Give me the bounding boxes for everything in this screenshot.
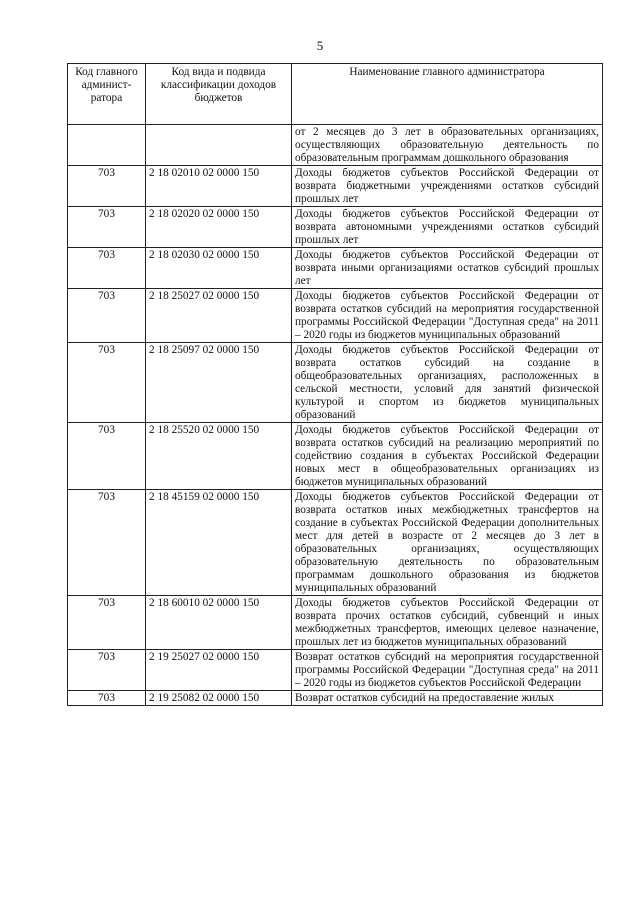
table-row	[68, 691, 603, 706]
income-code-cell: 2 18 25027 02 0000 150	[146, 289, 292, 343]
income-code-cell: 2 18 25520 02 0000 150	[146, 423, 292, 490]
income-code-cell: 2 19 25027 02 0000 150	[146, 650, 292, 691]
admin-name-cell: Возврат остатков субсидий на предоставление жилых	[292, 691, 603, 706]
admin-code-cell: 703	[68, 596, 146, 650]
income-code-cell: 2 18 25097 02 0000 150	[146, 343, 292, 423]
admin-name-cell: от 2 месяцев до 3 лет в образовательных организациях, осуществляющих образовательную деятельность по образовательным программам дошкольного образования	[292, 125, 603, 166]
admin-name-cell: Доходы бюджетов субъектов Российской Федерации от возврата иными организациями остатков субсидий прошлых лет	[292, 248, 603, 289]
table-row	[68, 289, 603, 343]
income-code-cell: 2 18 45159 02 0000 150	[146, 490, 292, 596]
table-row	[68, 650, 603, 691]
page-number: 5	[316, 38, 324, 53]
admin-code-cell: 703	[68, 650, 146, 691]
income-code-cell: 2 18 02030 02 0000 150	[146, 248, 292, 289]
income-code-cell	[146, 125, 292, 166]
table-row	[68, 125, 603, 166]
table-header-row	[68, 64, 603, 125]
admin-code-cell: 703	[68, 289, 146, 343]
admin-name-cell: Доходы бюджетов субъектов Российской Федерации от возврата автономными учреждениями остатков субсидий прошлых лет	[292, 207, 603, 248]
admin-code-cell: 703	[68, 343, 146, 423]
admin-name-cell: Доходы бюджетов субъектов Российской Федерации от возврата остатков субсидий на создание в общеобразовательных организациях, расположенных в сельской местности, условий для занятий физической культурой и спортом из бюджетов муниципальных образований	[292, 343, 603, 423]
admin-code-cell: 703	[68, 248, 146, 289]
table-row	[68, 166, 603, 207]
admin-name-cell: Доходы бюджетов субъектов Российской Федерации от возврата остатков субсидий на реализацию мероприятий по содействию создания в субъектах Российской Федерации новых мест в общеобразовательных организациях из бюджетов муниципальных образований	[292, 423, 603, 490]
table-row	[68, 207, 603, 248]
admin-name-cell: Возврат остатков субсидий на мероприятия государственной программы Российской Федерации "Доступная среда" на 2011 – 2020 годы из бюджетов субъектов Российской Федерации	[292, 650, 603, 691]
admin-code-cell: 703	[68, 207, 146, 248]
table-row	[68, 596, 603, 650]
header-admin-code: Код главного админист-ратора	[68, 64, 146, 125]
header-admin-name: Наименование главного администратора	[292, 64, 603, 125]
admin-name-cell: Доходы бюджетов субъектов Российской Федерации от возврата бюджетными учреждениями остатков субсидий прошлых лет	[292, 166, 603, 207]
admin-name-cell: Доходы бюджетов субъектов Российской Федерации от возврата остатков субсидий на мероприятия государственной программы Российской Федерации "Доступная среда" на 2011 – 2020 годы из бюджетов муниципальных образований	[292, 289, 603, 343]
admin-name-cell: Доходы бюджетов субъектов Российской Федерации от возврата остатков иных межбюджетных трансфертов на создание в субъектах Российской Федерации дополнительных мест для детей в возрасте от 2 месяцев до 3 лет в образовательных организациях, осуществляющих образовательную деятельность по образовательным программам дошкольного образования из бюджетов муниципальных образований	[292, 490, 603, 596]
income-code-cell: 2 18 02010 02 0000 150	[146, 166, 292, 207]
budget-classification-table	[67, 63, 603, 706]
admin-code-cell	[68, 125, 146, 166]
admin-code-cell: 703	[68, 423, 146, 490]
admin-code-cell: 703	[68, 691, 146, 706]
income-code-cell: 2 19 25082 02 0000 150	[146, 691, 292, 706]
income-code-cell: 2 18 02020 02 0000 150	[146, 207, 292, 248]
admin-code-cell: 703	[68, 490, 146, 596]
table-row	[68, 343, 603, 423]
income-code-cell: 2 18 60010 02 0000 150	[146, 596, 292, 650]
admin-name-cell: Доходы бюджетов субъектов Российской Федерации от возврата прочих остатков субсидий, субвенций и иных межбюджетных трансфертов, имеющих целевое назначение, прошлых лет из бюджетов муниципальных образований	[292, 596, 603, 650]
table-row	[68, 423, 603, 490]
header-income-code: Код вида и подвида классификации доходов бюджетов	[146, 64, 292, 125]
table-row	[68, 490, 603, 596]
table-row	[68, 248, 603, 289]
admin-code-cell: 703	[68, 166, 146, 207]
